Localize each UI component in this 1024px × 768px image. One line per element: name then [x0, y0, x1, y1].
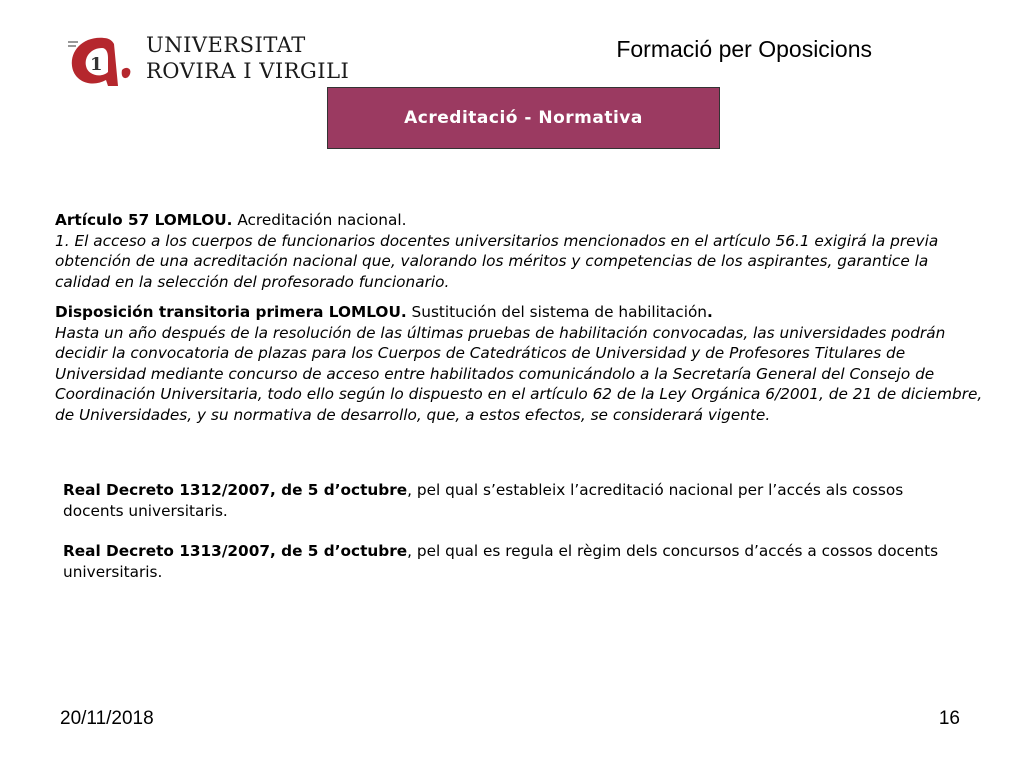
logo-line-1: UNIVERSITAT	[146, 33, 306, 57]
university-logo	[64, 30, 350, 90]
decree-2-title: Real Decreto 1313/2007, de 5 d’octubre	[63, 542, 408, 560]
urv-logo-mark-icon	[64, 30, 134, 90]
transitoria-heading-end: .	[707, 303, 713, 321]
slide-title-banner	[327, 87, 720, 149]
transitoria-body: Hasta un año después de la resolución de las últimas pruebas de habilitación convocadas, las universidades podrán decidir la convocatoria de plazas para los Cuerpos de Catedráticos de Universidad y de Profesores Titulares de Universidad mediante concurso de acceso entre habilitados comunicándolo a la Secretaría General del Consejo de Coordinación Universitaria, todo ello según lo dispuesto en el artículo 62 de la Ley Orgánica 6/2001, de 21 de diciembre, de Universidades, y su normativa de desarrollo, que, a estos efectos, se considerará vigente.	[55, 323, 983, 424]
decree-2-text: , pel qual es regula el règim dels concursos d’accés a cossos docents universitaris.	[63, 542, 939, 581]
article-57-heading-rest: Acreditación nacional.	[232, 211, 407, 229]
decree-1-text: , pel qual s’estableix l’acreditació nacional per l’accés als cossos docents universitaris.	[63, 481, 904, 520]
logo-wordmark	[146, 32, 349, 84]
svg-text:1: 1	[90, 54, 103, 75]
transitoria-paragraph	[55, 302, 985, 425]
decree-item	[63, 480, 963, 521]
footer-date: 20/11/2018	[60, 708, 154, 729]
article-57-heading: Artículo 57 LOMLOU.	[55, 211, 233, 229]
logo-line-2: ROVIRA I VIRGILI	[146, 59, 350, 83]
decree-1-title: Real Decreto 1312/2007, de 5 d’octubre	[63, 481, 408, 499]
transitoria-heading: Disposición transitoria primera LOMLOU.	[55, 303, 407, 321]
header-title: Formació per Oposicions	[616, 36, 872, 62]
slide-title: Acreditació - Normativa	[404, 108, 643, 128]
page-number: 16	[938, 708, 960, 729]
transitoria-heading-rest: Sustitución del sistema de habilitación	[406, 303, 707, 321]
decrees-list	[63, 480, 963, 602]
article-57-body: 1. El acceso a los cuerpos de funcionarios docentes universitarios mencionados en el artículo 56.1 exigirá la previa obtención de una acreditación nacional que, valorando los méritos y competencias de los aspirantes, garantice la calidad en la selección del profesorado funcionario.	[55, 231, 939, 291]
main-content	[55, 210, 985, 435]
article-57-paragraph	[55, 210, 985, 292]
decree-item	[63, 541, 963, 582]
